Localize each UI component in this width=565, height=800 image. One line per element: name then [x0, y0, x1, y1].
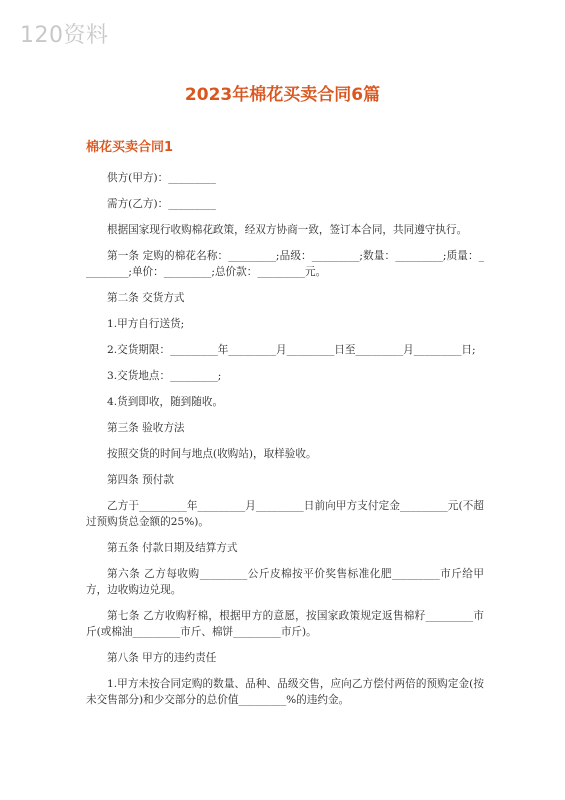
party-a-line: 供方(甲方)：_________	[107, 172, 216, 184]
article-8-item-1: 1.甲方未按合同定购的数量、品种、品级交售，应向乙方偿付两倍的预购定金(按未交售部分)和少交部分的总价值_________%的违约金。	[86, 678, 484, 706]
article-4-heading: 第四条 预付款	[107, 474, 174, 486]
section-title: 棉花买卖合同1	[86, 140, 174, 155]
article-1: 第一条 定购的棉花名称：_________;品级：_________;数量：_________;质量：_________;单价：_________;总价款：_________元。	[86, 250, 484, 278]
article-3-body: 按照交货的时间与地点(收购站)，取样验收。	[107, 448, 317, 460]
watermark-logo: 120资料	[20, 23, 109, 48]
article-2-item-1: 1.甲方自行送货;	[107, 318, 185, 330]
contract-body	[86, 170, 484, 718]
party-b-line: 需方(乙方)：_________	[107, 198, 216, 210]
article-2-item-2: 2.交货期限：_________年_________月_________日至_________月_________日;	[107, 344, 476, 356]
article-8-heading: 第八条 甲方的违约责任	[107, 652, 217, 664]
article-2-item-3: 3.交货地点：_________;	[107, 370, 222, 382]
preamble-paragraph: 根据国家现行收购棉花政策，经双方协商一致，签订本合同，共同遵守执行。	[107, 224, 468, 236]
document-title: 2023年棉花买卖合同6篇	[184, 85, 381, 105]
article-5-heading: 第五条 付款日期及结算方式	[107, 542, 238, 554]
article-2-item-4: 4.货到即收，随到随收。	[107, 396, 224, 408]
article-4-body: 乙方于_________年_________月_________日前向甲方支付定金_________元(不超过预购货总金额的25%)。	[86, 500, 484, 528]
article-3-heading: 第三条 验收方法	[107, 422, 185, 434]
article-6: 第六条 乙方每收购_________公斤皮棉按平价奖售标准化肥_________市斤给甲方，边收购边兑现。	[86, 568, 484, 596]
article-7: 第七条 乙方收购籽棉，根据甲方的意愿，按国家政策规定返售棉籽_________市斤(或棉油_________市斤、棉饼_________市斤)。	[86, 610, 484, 638]
article-2-heading: 第二条 交货方式	[107, 292, 185, 304]
